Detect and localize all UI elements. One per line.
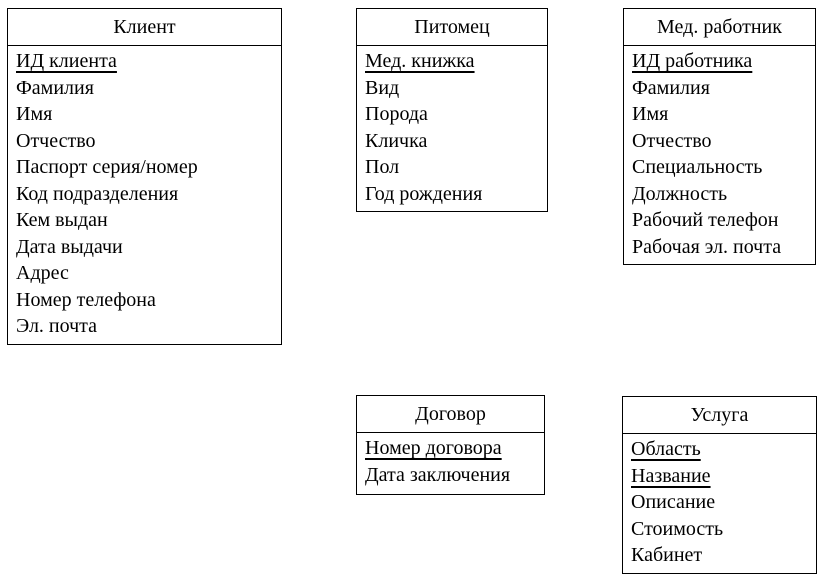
entity-field: Описание bbox=[631, 491, 716, 513]
entity-field: Вид bbox=[365, 76, 400, 99]
entity-field: Дата заключения bbox=[365, 463, 511, 486]
entity-field: Кличка bbox=[365, 129, 428, 152]
entity-key-field: ИД работника bbox=[632, 50, 753, 72]
entity-field: Эл. почта bbox=[16, 315, 98, 337]
entity-contract bbox=[356, 395, 545, 495]
entity-field: Номер телефона bbox=[16, 288, 156, 311]
entity-title: Мед. работник bbox=[624, 9, 815, 46]
entity-field: Год рождения bbox=[365, 182, 483, 205]
entity-fields bbox=[623, 434, 816, 573]
entity-key-field: Название bbox=[631, 464, 711, 487]
entity-field: Паспорт серия/номер bbox=[16, 156, 198, 178]
entity-field: Рабочая эл. почта bbox=[632, 235, 782, 258]
entity-title: Договор bbox=[357, 396, 544, 433]
entity-fields bbox=[357, 433, 544, 492]
entity-field: Должность bbox=[632, 182, 728, 205]
entity-service bbox=[622, 396, 817, 574]
entity-title: Услуга bbox=[623, 397, 816, 434]
entity-pet bbox=[356, 8, 548, 212]
entity-key-field: Мед. книжка bbox=[365, 50, 475, 72]
entity-field: Отчество bbox=[632, 129, 712, 152]
entity-fields bbox=[8, 46, 281, 344]
entity-med-worker bbox=[623, 8, 816, 265]
entity-field: Отчество bbox=[16, 129, 96, 152]
entity-field: Имя bbox=[16, 103, 53, 125]
entity-field: Кем выдан bbox=[16, 209, 108, 231]
entity-field: Порода bbox=[365, 103, 428, 125]
entity-client bbox=[7, 8, 282, 345]
entity-field: Рабочий телефон bbox=[632, 209, 779, 231]
entity-field: Дата выдачи bbox=[16, 235, 123, 258]
entity-field: Специальность bbox=[632, 156, 763, 178]
entity-field: Фамилия bbox=[632, 76, 710, 99]
entity-field: Адрес bbox=[16, 262, 69, 284]
entity-field: Стоимость bbox=[631, 517, 724, 540]
entity-key-field: Номер договора bbox=[365, 437, 502, 459]
entity-title: Питомец bbox=[357, 9, 547, 46]
entity-field: Код подразделения bbox=[16, 182, 179, 205]
entity-title: Клиент bbox=[8, 9, 281, 46]
entity-field: Пол bbox=[365, 156, 400, 178]
entity-field: Имя bbox=[632, 103, 669, 125]
entity-field: Фамилия bbox=[16, 76, 94, 99]
entity-fields bbox=[357, 46, 547, 211]
entity-key-field: ИД клиента bbox=[16, 50, 117, 72]
entity-field: Кабинет bbox=[631, 544, 703, 566]
entity-key-field: Область bbox=[631, 438, 701, 460]
entity-fields bbox=[624, 46, 815, 264]
